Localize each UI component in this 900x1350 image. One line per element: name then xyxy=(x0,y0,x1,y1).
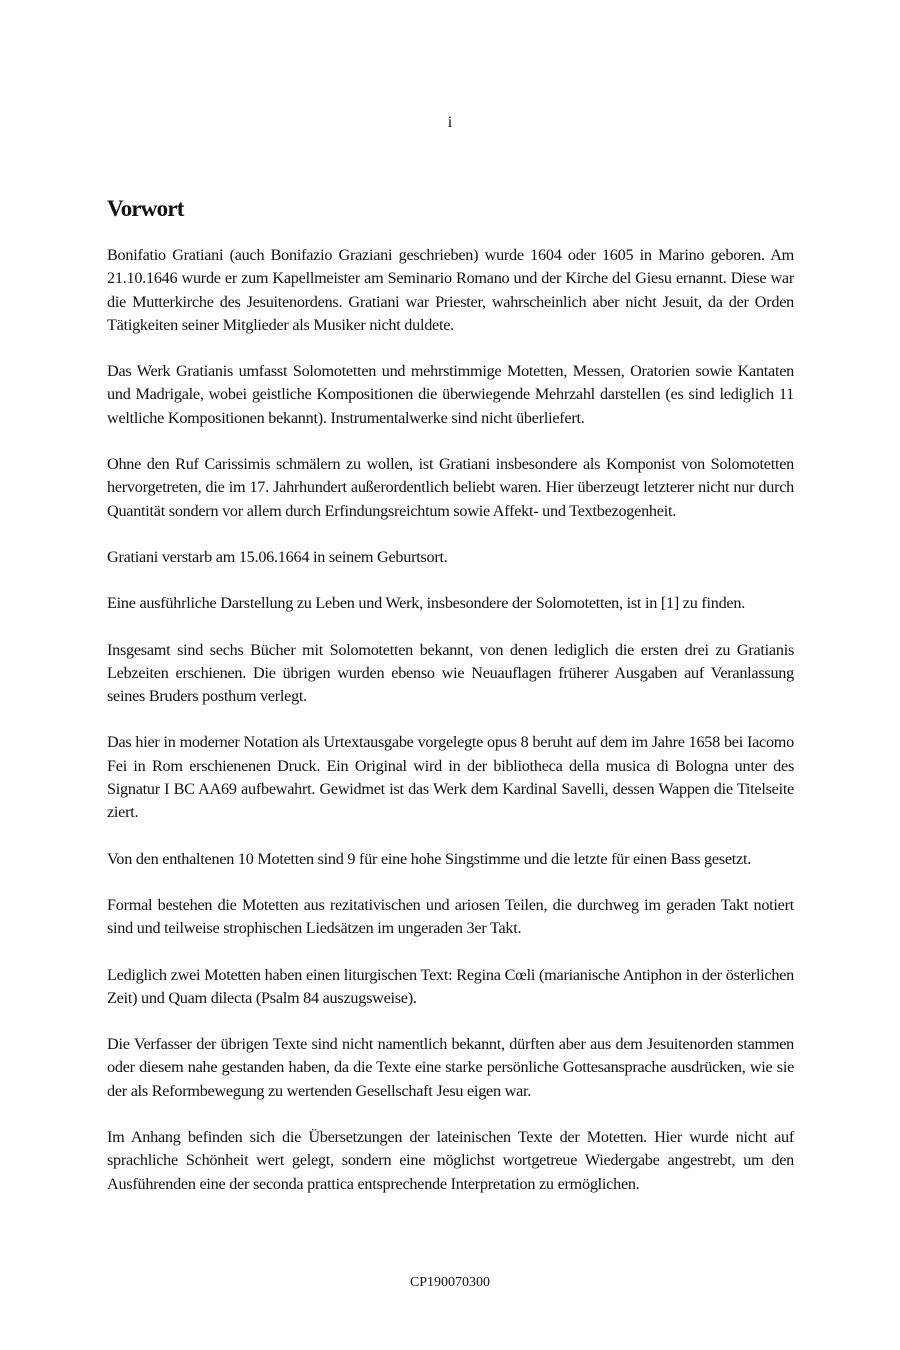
paragraph: Ohne den Ruf Carissimis schmälern zu wollen, ist Gratiani insbesondere als Komponist von Solomotetten hervorgetreten, die im 17. Jahrhundert außerordentlich beliebt waren. Hier überzeugt letzterer nicht nur durch Quantität sondern vor allem durch Erfindungsreichtum sowie Affekt- und Textbezogenheit. xyxy=(107,455,794,520)
paragraph: Das hier in moderner Notation als Urtextausgabe vorgelegte opus 8 beruht auf dem im Jahre 1658 bei Iacomo Fei in Rom erschienenen Druck. Ein Original wird in der bibliotheca della musica di Bologna unter des Signatur I BC AA69 aufbewahrt. Gewidmet ist das Werk dem Kardinal Savelli, dessen Wappen die Titelseite ziert. xyxy=(107,733,794,822)
paragraph: Eine ausführliche Darstellung zu Leben und Werk, insbesondere der Solomotetten, ist in [1] zu finden. xyxy=(107,594,746,613)
paragraph: Von den enthaltenen 10 Motetten sind 9 für eine hohe Singstimme und die letzte für einen Bass gesetzt. xyxy=(107,849,752,868)
paragraph: Formal bestehen die Motetten aus rezitativischen und ariosen Teilen, die durchweg im geraden Takt notiert sind und teilweise strophischen Liedsätzen im ungeraden 3er Takt. xyxy=(107,895,794,938)
paragraph: Im Anhang befinden sich die Übersetzungen der lateinischen Texte der Motetten. Hier wurde nicht auf sprachliche Schönheit wert gelegt, sondern eine möglichst wortgetreue Wiedergabe angestrebt, um den Ausführenden eine der seconda prattica entsprechende Interpretation zu ermöglichen. xyxy=(107,1128,794,1193)
paragraph: Die Verfasser der übrigen Texte sind nicht namentlich bekannt, dürften aber aus dem Jesuitenorden stammen oder diesem nahe gestanden haben, da die Texte eine starke persönliche Gottesansprache ausdrücken, wie sie der als Reformbewegung zu wertenden Gesellschaft Jesu eigen war. xyxy=(107,1035,794,1100)
page-title: Vorwort xyxy=(107,196,184,221)
body-text xyxy=(107,244,794,1219)
paragraph: Lediglich zwei Motetten haben einen liturgischen Text: Regina Cœli (marianische Antiphon in der österlichen Zeit) und Quam dilecta (Psalm 84 auszugsweise). xyxy=(107,965,794,1007)
paragraph: Bonifatio Gratiani (auch Bonifazio Graziani geschrieben) wurde 1604 oder 1605 in Marino geboren. Am 21.10.1646 wurde er zum Kapellmeister am Seminario Romano und der Kirche del Giesu ernannt. Diese war die Mutterkirche des Jesuitenordens. Gratiani war Priester, wahrscheinlich aber nicht Jesuit, da der Orden Tätigkeiten seiner Mitglieder als Musiker nicht duldete. xyxy=(107,246,794,334)
paragraph: Das Werk Gratianis umfasst Solomotetten und mehrstimmige Motetten, Messen, Oratorien sowie Kantaten und Madrigale, wobei geistliche Kompositionen die überwiegende Mehrzahl darstellen (es sind lediglich 11 weltliche Kompositionen bekannt). Instrumentalwerke sind nicht überliefert. xyxy=(107,362,794,427)
paragraph: Gratiani verstarb am 15.06.1664 in seinem Geburtsort. xyxy=(107,547,448,566)
page-number: i xyxy=(447,114,453,131)
footer-code: CP190070300 xyxy=(409,1275,491,1290)
paragraph: Insgesamt sind sechs Bücher mit Solomotetten bekannt, von denen lediglich die ersten drei zu Gratianis Lebzeiten erschienen. Die übrigen wurden ebenso wie Neuauflagen früherer Ausgaben auf Veranlassung seines Bruders posthum verlegt. xyxy=(107,640,794,706)
